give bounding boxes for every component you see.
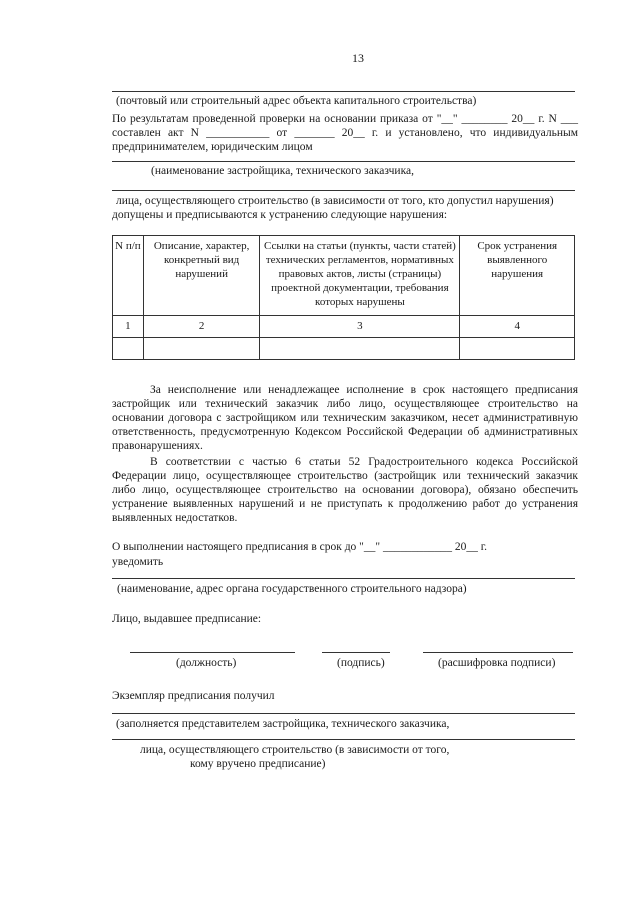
table-cell (113, 338, 144, 360)
table-cell (143, 338, 260, 360)
receipt-caption: кому вручено предписание) (190, 758, 326, 770)
signature-line (322, 652, 390, 653)
receipt-label: Экземпляр предписания получил (112, 690, 275, 702)
position-line (130, 652, 295, 653)
receipt-caption: лица, осуществляющего строительство (в зависимости от того, (140, 744, 450, 756)
table-empty-row (113, 338, 575, 360)
signature-caption: (подпись) (337, 657, 385, 669)
issuer-label: Лицо, выдавшее предписание: (112, 613, 262, 625)
decoding-caption: (расшифровка подписи) (438, 657, 556, 669)
table-header-row (113, 236, 575, 316)
paragraph1-line: застройщик или технический заказчик либо лицо, осуществляющее строительство на (112, 398, 578, 410)
paragraph2-line: либо лицо, осуществляющее строительство на основании договора), обязано обеспечить (112, 484, 578, 496)
violations-intro: допущены и предписываются к устранению следующие нарушения: (112, 209, 448, 221)
developer-line (112, 161, 575, 162)
position-caption: (должность) (176, 657, 237, 669)
notice-line: О выполнении настоящего предписания в срок до "__" ____________ 20__ г. (112, 541, 487, 553)
receipt-line (112, 713, 575, 714)
address-caption: (почтовый или строительный адрес объекта капитального строительства) (116, 95, 477, 107)
header-number: N п/п (113, 236, 144, 316)
paragraph1-line: правонарушениях. (112, 440, 203, 452)
paragraph1-line: За неисполнение или ненадлежащее исполнение в срок настоящего предписания (150, 384, 578, 396)
receipt-line-2 (112, 739, 575, 740)
entrepreneur-line: предпринимателем, юридическим лицом (112, 141, 313, 153)
authority-caption: (наименование, адрес органа государственного строительного надзора) (117, 583, 467, 595)
table-cell: 4 (460, 316, 575, 338)
table-cell: 1 (113, 316, 144, 338)
developer-caption: (наименование застройщика, технического заказчика, (151, 165, 414, 177)
header-description: Описание, характер, конкретный вид нарушений (143, 236, 260, 316)
receipt-caption: (заполняется представителем застройщика, технического заказчика, (116, 718, 450, 730)
builder-line (112, 190, 575, 191)
paragraph1-line: ответственность, предусмотренную Кодексом Российской Федерации об административных (112, 426, 578, 438)
header-deadline: Срок устранения выявленного нарушения (460, 236, 575, 316)
table-cell (260, 338, 460, 360)
table-number-row (113, 316, 575, 338)
page-number: 13 (352, 51, 364, 65)
inspection-line: По результатам проведенной проверки на основании приказа от "__" ________ 20__ г. N ___ (112, 113, 578, 125)
table-cell: 2 (143, 316, 260, 338)
paragraph2-line: В соответствии с частью 6 статьи 52 Градостроительного кодекса Российской (150, 456, 578, 468)
violations-table (112, 235, 575, 360)
paragraph2-line: Федерации лицо, осуществляющее строительство (застройщик или технический заказчик (112, 470, 578, 482)
paragraph2-line: устранение выявленных нарушений и не приступать к продолжению работ до устранения (112, 498, 578, 510)
paragraph1-line: основании договора с застройщиком или техническим заказчиком, несет административную (112, 412, 578, 424)
decoding-line (423, 652, 573, 653)
address-line (112, 91, 575, 92)
table-cell (460, 338, 575, 360)
authority-line (112, 578, 575, 579)
act-line: составлен акт N ___________ от _______ 20__ г. и установлено, что индивидуальным (112, 127, 578, 139)
header-references: Ссылки на статьи (пункты, части статей) технических регламентов, нормативных правовых актов, листы (страницы) проектной документации, требования которых нарушены (260, 236, 460, 316)
paragraph2-line: выявленных недостатков. (112, 512, 238, 524)
notice-notify: уведомить (112, 556, 164, 568)
builder-caption: лица, осуществляющего строительство (в зависимости от того, кто допустил нарушения) (116, 195, 554, 207)
table-cell: 3 (260, 316, 460, 338)
